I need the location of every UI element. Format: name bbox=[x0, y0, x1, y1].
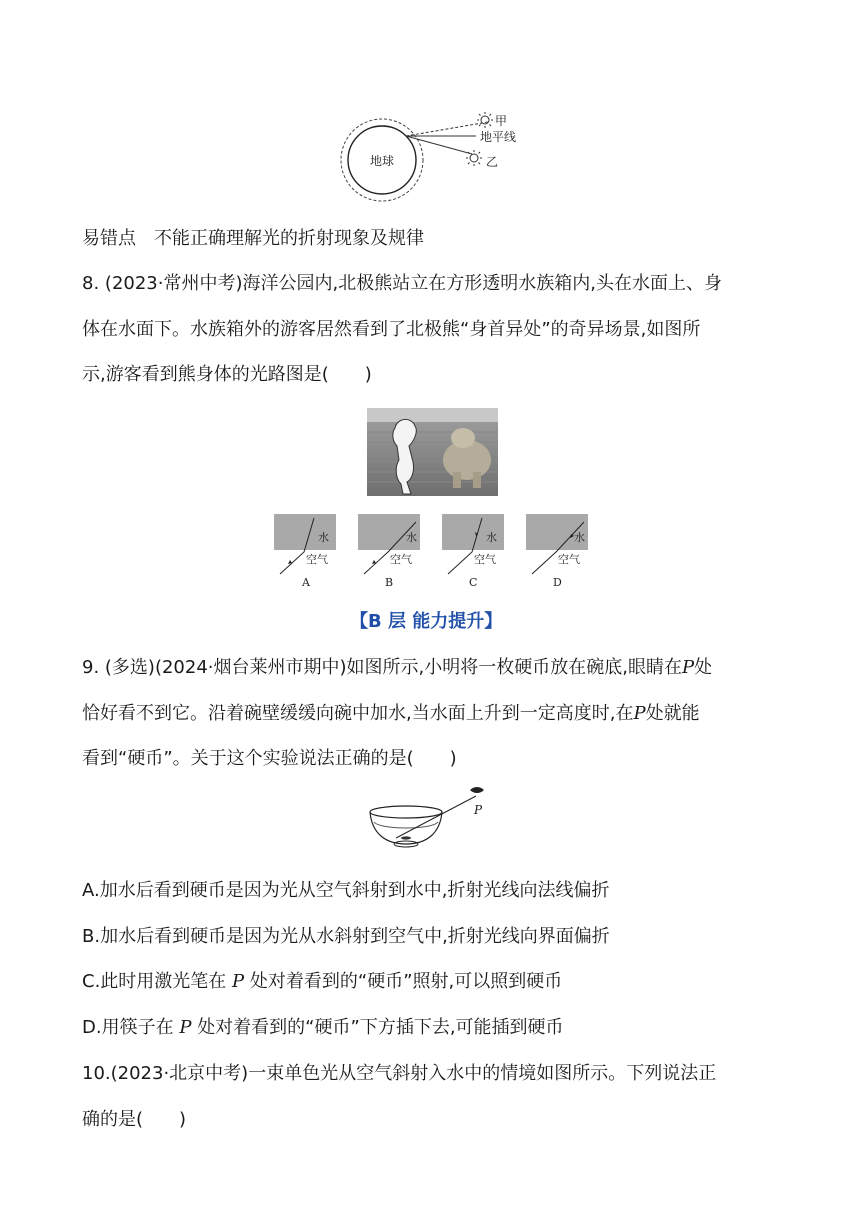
q9-line2-text: 恰好看不到它。沿着碗壁缓缓向碗中加水,当水面上升到一定高度时,在 bbox=[82, 703, 634, 724]
p-letter: P bbox=[179, 1017, 192, 1038]
p-letter: P bbox=[232, 971, 245, 992]
water-label: 水 bbox=[574, 531, 585, 544]
horizon-label: 地平线 bbox=[480, 130, 517, 144]
section-heading: 易错点 不能正确理解光的折射现象及规律 bbox=[82, 228, 424, 249]
sun-b-icon bbox=[466, 150, 482, 166]
p-letter: P bbox=[681, 657, 695, 678]
q10-line2: 确的是( ) bbox=[82, 1109, 187, 1130]
air-label: 空气 bbox=[306, 553, 328, 566]
q9-option-c bbox=[82, 968, 782, 996]
air-label: 空气 bbox=[474, 553, 496, 566]
polar-bear-photo bbox=[367, 408, 498, 496]
option-a-diagram bbox=[274, 514, 336, 589]
water-label: 水 bbox=[486, 531, 497, 544]
option-b-label: B bbox=[385, 576, 394, 589]
earth-refraction-figure bbox=[340, 108, 540, 208]
q9-option-d bbox=[82, 1014, 782, 1042]
q8-number: 8. bbox=[82, 273, 100, 294]
q8-line3: 示,游客看到熊身体的光路图是( ) bbox=[82, 364, 372, 385]
line-to-sun-b bbox=[406, 136, 472, 154]
q9-option-a: A.加水后看到硬币是因为光从空气斜射到水中,折射光线向法线偏折 bbox=[82, 880, 610, 901]
q9-option-d-end: 处对着看到的“硬币”下方插下去,可能插到硬币 bbox=[197, 1017, 564, 1038]
q9-line3: 看到“硬币”。关于这个实验说法正确的是( ) bbox=[82, 748, 457, 769]
option-d-label: D bbox=[553, 576, 562, 589]
bowl-figure bbox=[366, 786, 496, 856]
option-c-label: C bbox=[469, 576, 478, 589]
q9-option-c-text: C.此时用激光笔在 bbox=[82, 971, 227, 992]
q9-line2-end: 处就能 bbox=[645, 703, 700, 724]
ray-diagram-options bbox=[270, 512, 600, 592]
sun-a-label: 甲 bbox=[495, 114, 508, 128]
option-c-diagram bbox=[442, 514, 504, 589]
q9-line1 bbox=[82, 654, 782, 682]
sun-b-label: 乙 bbox=[486, 155, 499, 169]
q8-line2: 体在水面下。水族箱外的游客居然看到了北极熊“身首异处”的奇异场景,如图所 bbox=[82, 319, 701, 340]
q9-option-c-end: 处对着看到的“硬币”照射,可以照到硬币 bbox=[249, 971, 563, 992]
sun-a-icon bbox=[477, 112, 493, 128]
q9-line2 bbox=[82, 700, 782, 728]
option-d-diagram bbox=[526, 514, 588, 589]
p-letter: P bbox=[633, 703, 646, 724]
line-to-sun-a bbox=[406, 122, 488, 136]
q9-option-d-text: D.用筷子在 bbox=[82, 1017, 174, 1038]
q9-line1-end: 处 bbox=[694, 657, 713, 678]
q8-line1-text: 海洋公园内,北极熊站立在方形透明水族箱内,头在水面上、身 bbox=[242, 273, 722, 294]
q8-line1 bbox=[82, 270, 782, 298]
option-b-diagram bbox=[358, 514, 420, 589]
earth-label: 地球 bbox=[370, 154, 395, 168]
layer-heading: 【B 层 能力提升】 bbox=[350, 611, 503, 632]
water-label: 水 bbox=[406, 531, 417, 544]
q10-line1: 10.(2023·北京中考)一束单色光从空气斜射入水中的情境如图所示。下列说法正 bbox=[82, 1063, 717, 1084]
q9-line1-text: 9. (多选)(2024·烟台莱州市期中)如图所示,小明将一枚硬币放在碗底,眼睛在 bbox=[82, 657, 682, 678]
air-label: 空气 bbox=[390, 553, 412, 566]
water-label: 水 bbox=[318, 531, 329, 544]
q8-source: (2023·常州中考) bbox=[104, 273, 243, 294]
eye-icon bbox=[470, 787, 484, 793]
q9-option-b: B.加水后看到硬币是因为光从水斜射到空气中,折射光线向界面偏折 bbox=[82, 926, 610, 947]
bowl-p-label: P bbox=[474, 803, 483, 817]
coin bbox=[401, 836, 411, 839]
option-a-label: A bbox=[302, 576, 310, 589]
air-label: 空气 bbox=[558, 553, 580, 566]
